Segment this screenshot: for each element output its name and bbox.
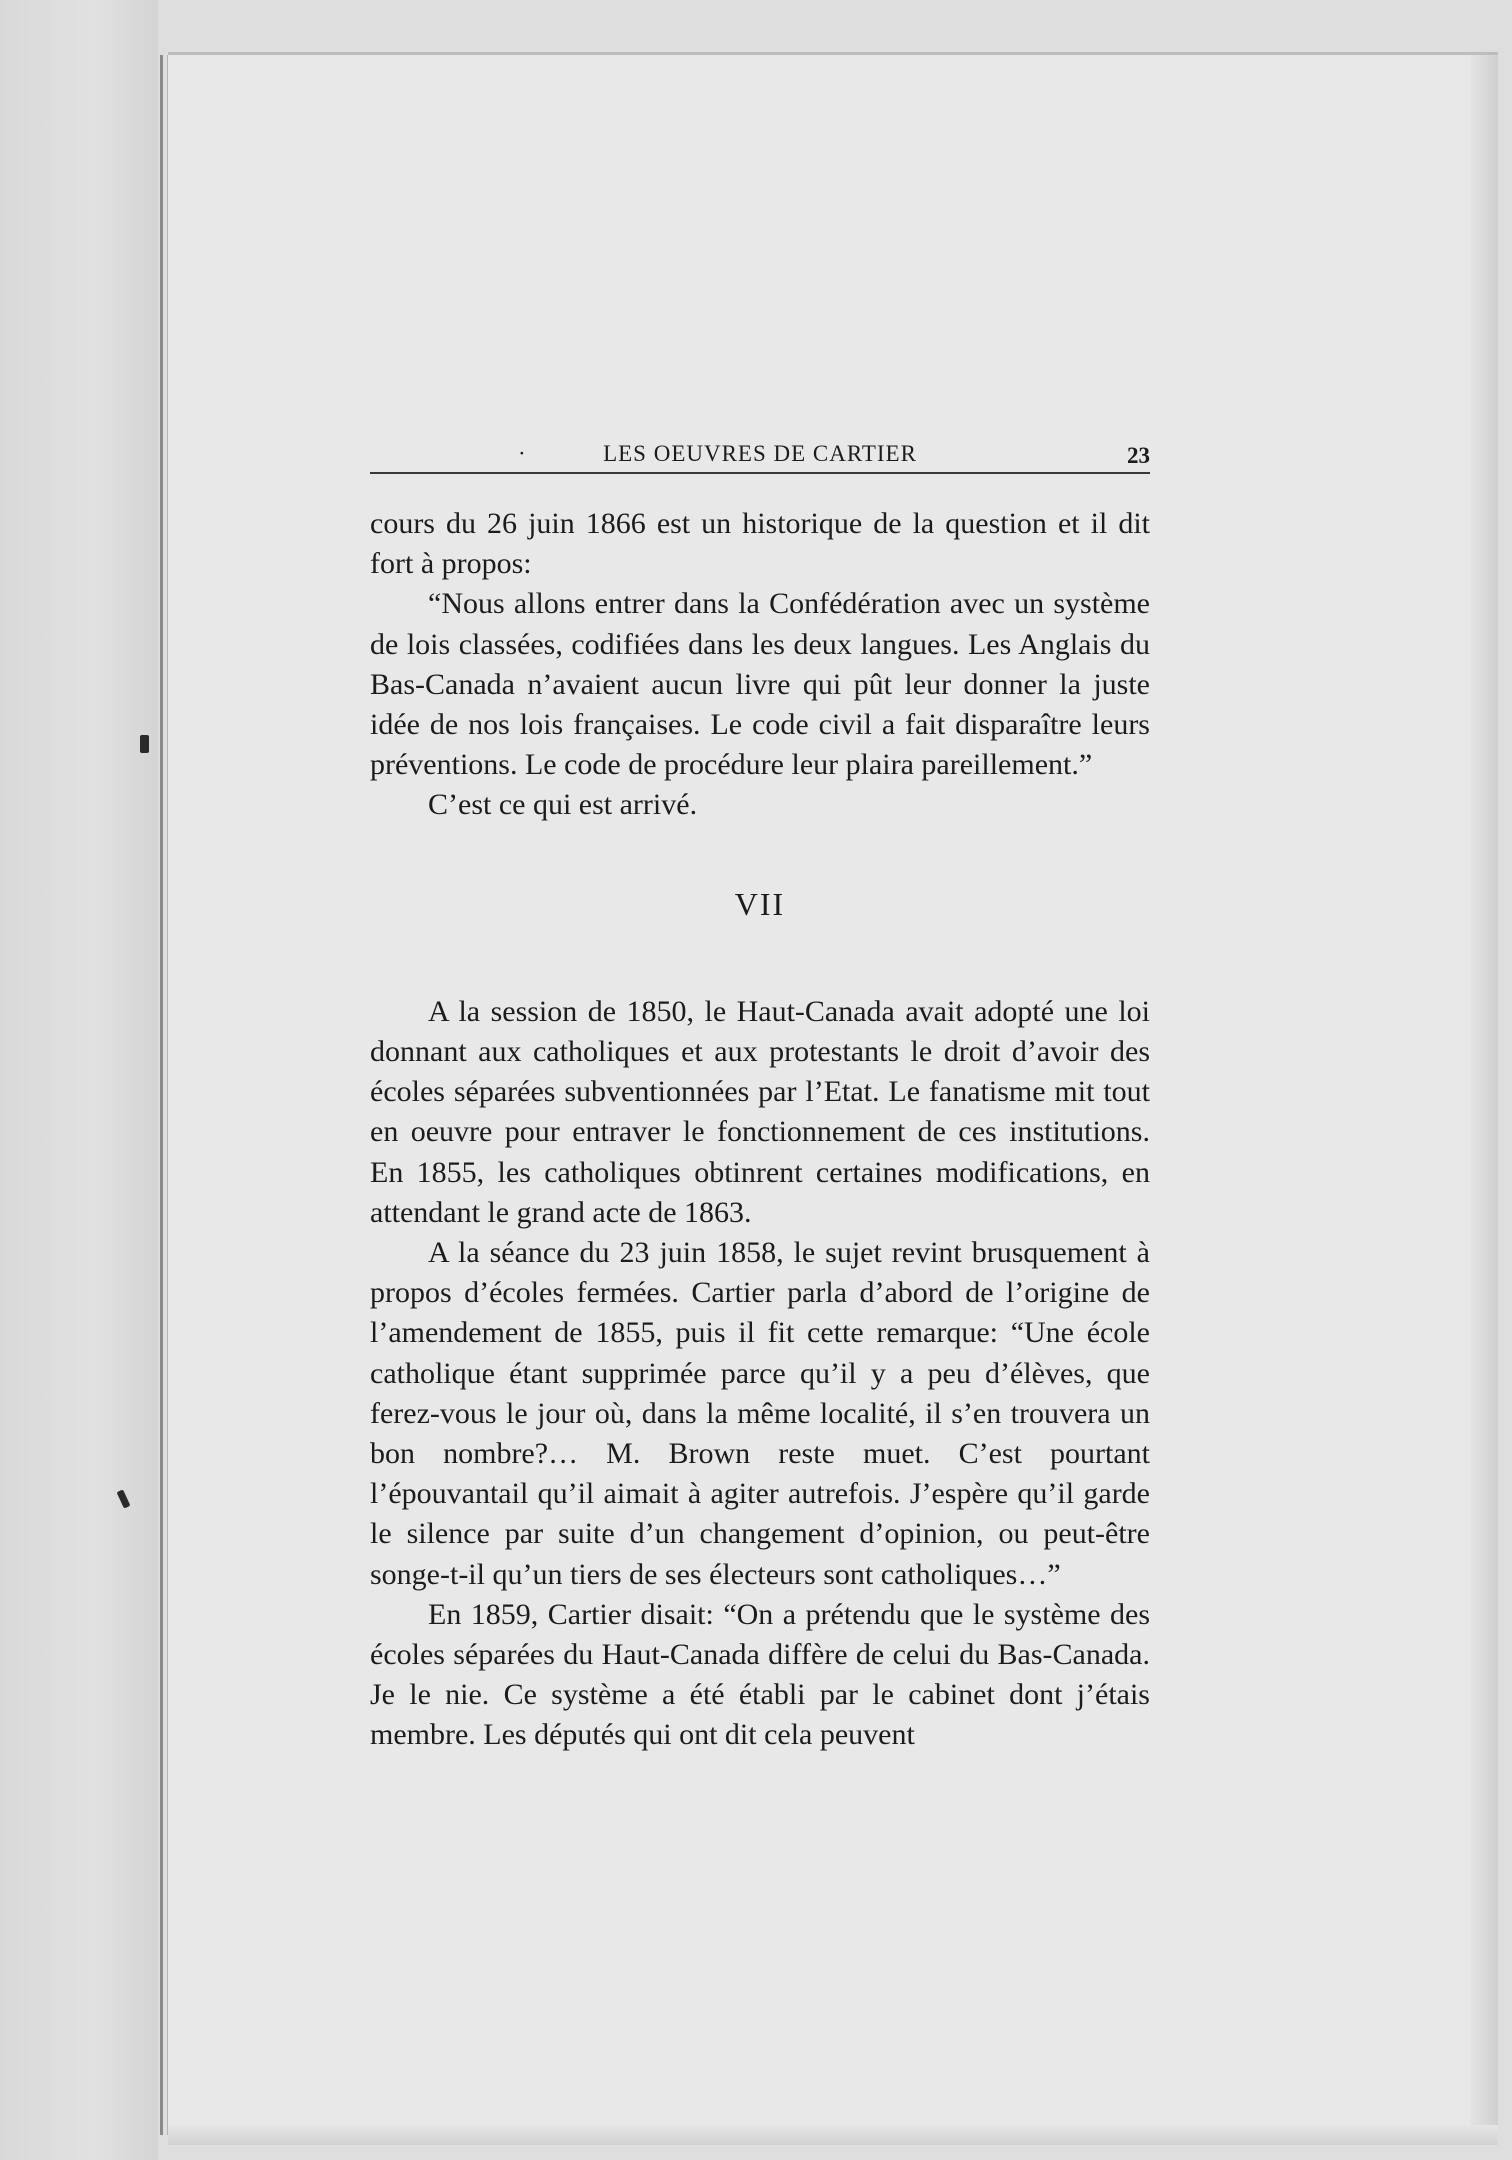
page-edge-bottom [168, 2125, 1498, 2145]
binding-strip [0, 0, 158, 2160]
scan-mark-upper [140, 735, 149, 753]
paragraph: A la séance du 23 juin 1858, le sujet revint brusquement à propos d’écoles fermées. Cartier parla d’abord de l’origine de l’amendement de 1855, puis il fit cette remarque: “Une école catholique étant supprimée parce qu’il y a peu d’élèves, que ferez-vous le jour où, dans la même localité, il s’en trouvera un bon nombre?… M. Brown reste muet. C’est pourtant l’épouvantail qu’il aimait à agiter autrefois. J’espère qu’il garde le silence par suite d’un changement d’opinion, ou peut-être songe-t-il qu’un tiers de ses électeurs sont catholiques…” [370, 1236, 1150, 1591]
page-number: 23 [1127, 443, 1150, 468]
paragraph-short: C’est ce qui est arrivé. [428, 788, 698, 822]
paragraph: En 1859, Cartier disait: “On a prétendu que le système des écoles séparées du Haut-Canada diffère de celui du Bas-Canada. Je le nie. Ce système a été établi par le cabinet dont j’étais membre. Les députés qui ont dit cela peuvent [370, 1597, 1150, 1752]
page-text-block [370, 430, 1150, 1756]
paragraph-quote: “Nous allons entrer dans la Confédération avec un système de lois classées, codifiées dans les deux langues. Les Anglais du Bas-Canada n’avaient aucun livre qui pût leur donner la juste idée de nos lois françaises. Le code civil a fait disparaître leurs préventions. Le code de procédure leur plaira pareillement.” [370, 587, 1150, 782]
paragraph-continued: cours du 26 juin 1866 est un historique de la question et il dit fort à propos: [370, 507, 1150, 581]
page-edge-right [1470, 55, 1498, 2145]
section-heading: VII [734, 885, 786, 922]
header-dot: · [518, 441, 527, 466]
binding-edge-line [160, 55, 163, 2135]
running-header [370, 430, 1150, 474]
paragraph: A la session de 1850, le Haut-Canada avait adopté une loi donnant aux catholiques et aux protestants le droit d’avoir des écoles séparées subventionnées par l’Etat. Le fanatisme mit tout en oeuvre pour entraver le fonctionnement de ces institutions. En 1855, les catholiques obtinrent certaines modifications, en attendant le grand acte de 1863. [370, 994, 1150, 1229]
running-title: LES OEUVRES DE CARTIER [603, 441, 917, 466]
